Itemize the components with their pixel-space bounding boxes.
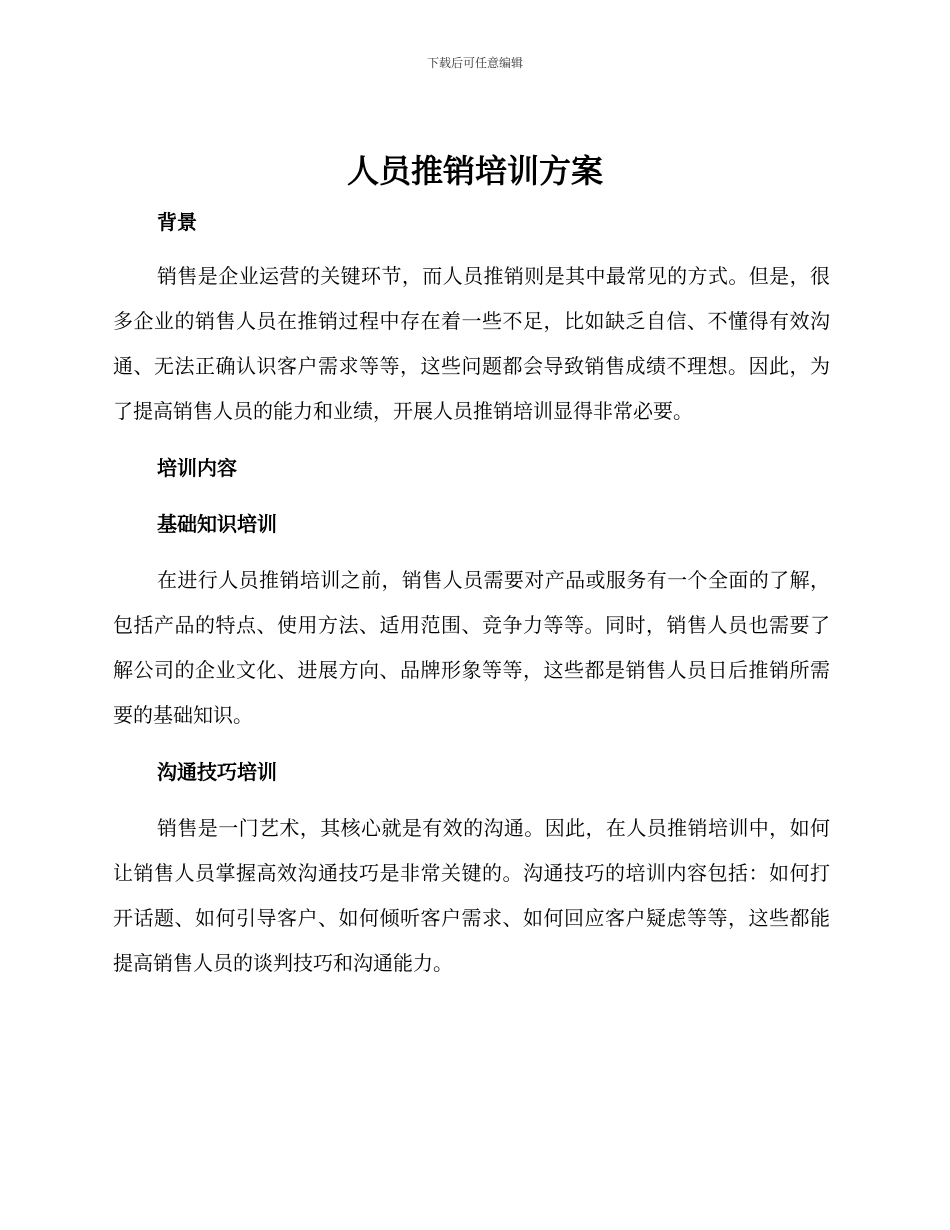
section-heading-background: 背景 [157, 210, 197, 234]
section-paragraph-basic-knowledge: 在进行人员推销培训之前，销售人员需要对产品或服务有一个全面的了解，包括产品的特点、使用方法、适用范围、竞争力等等。同时，销售人员也需要了解公司的企业文化、进展方向、品牌形象等等，这些都是销售人员日后推销所需要的基础知识。 [113, 568, 830, 727]
section-heading-communication-skills: 沟通技巧培训 [157, 760, 277, 784]
document-title: 人员推销培训方案 [346, 152, 603, 190]
section-paragraph-communication-skills: 销售是一门艺术，其核心就是有效的沟通。因此，在人员推销培训中，如何让销售人员掌握高效沟通技巧是非常关键的。沟通技巧的培训内容包括：如何打开话题、如何引导客户、如何倾听客户需求、如何回应客户疑虑等等，这些都能提高销售人员的谈判技巧和沟通能力。 [113, 816, 830, 975]
section-heading-training-content: 培训内容 [157, 456, 237, 480]
section-paragraph-background: 销售是企业运营的关键环节，而人员推销则是其中最常见的方式。但是，很多企业的销售人员在推销过程中存在着一些不足，比如缺乏自信、不懂得有效沟通、无法正确认识客户需求等等，这些问题都会导致销售成绩不理想。因此，为了提高销售人员的能力和业绩，开展人员推销培训显得非常必要。 [113, 264, 830, 423]
section-heading-basic-knowledge: 基础知识培训 [157, 512, 277, 536]
header-note: 下载后可任意编辑 [426, 56, 523, 70]
document-body [113, 200, 830, 986]
